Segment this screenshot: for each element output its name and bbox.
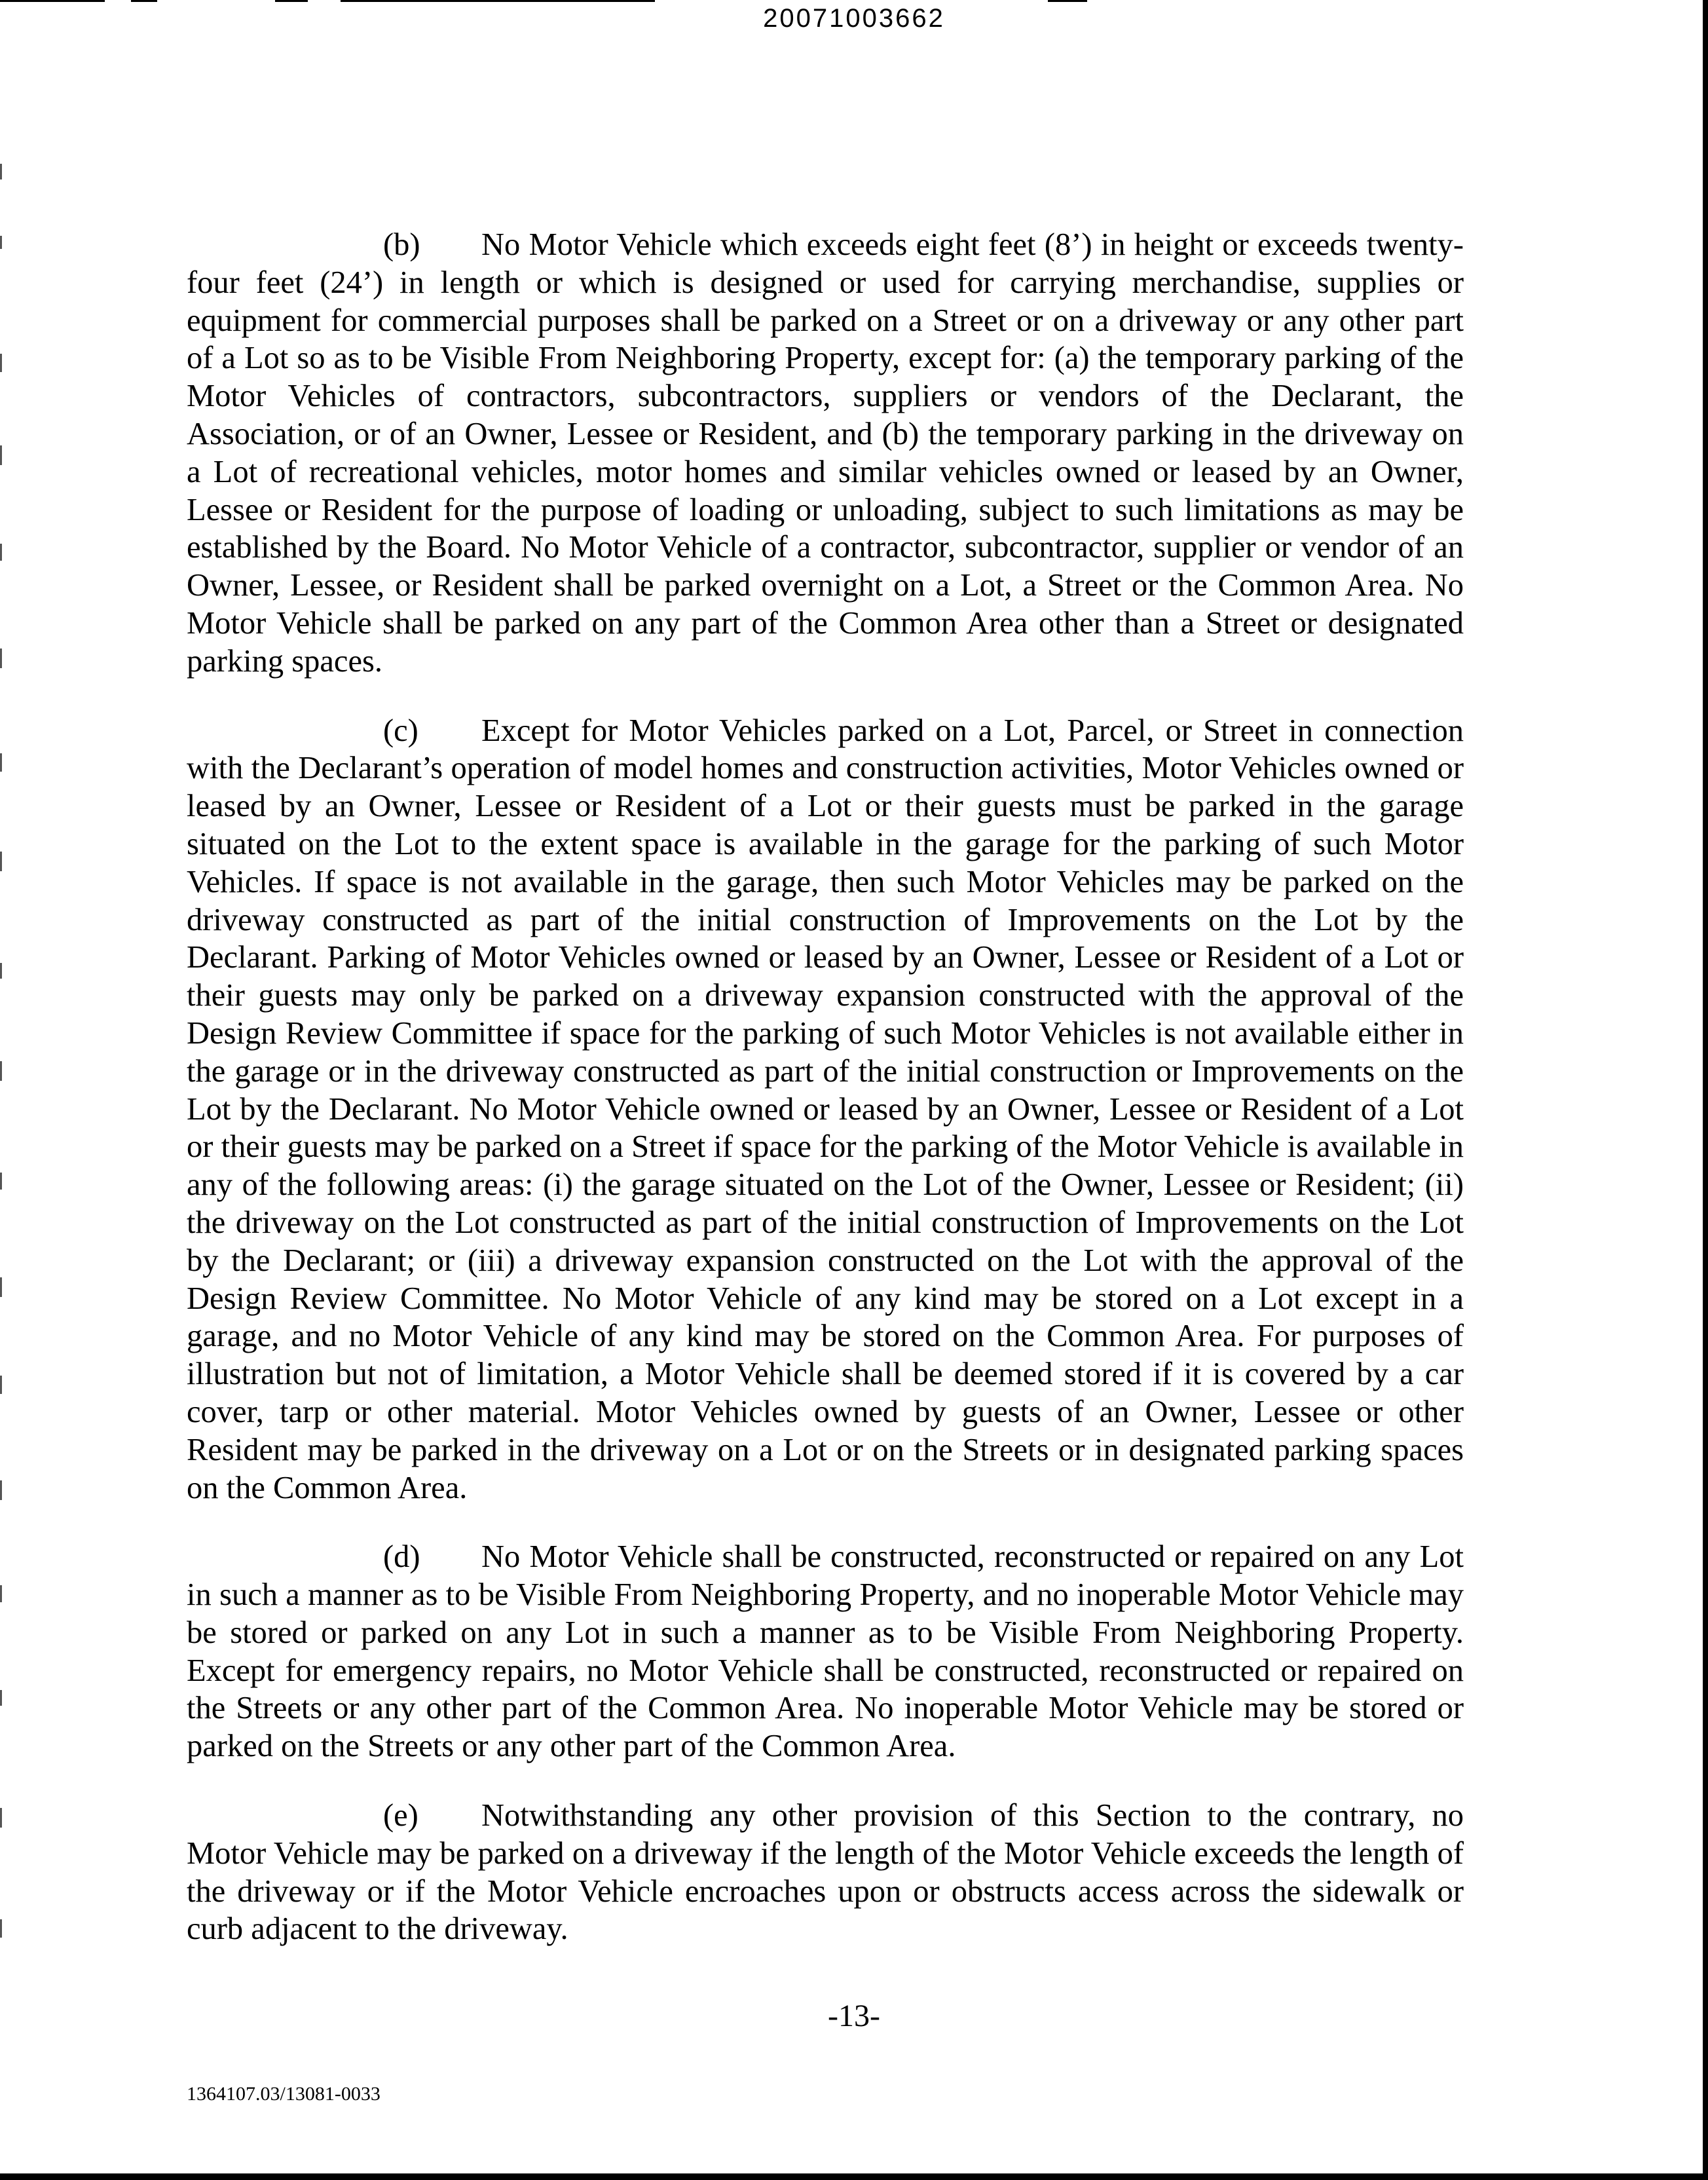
scan-left-tick (0, 1480, 2, 1500)
page-number: -13- (828, 1999, 880, 2033)
scan-left-tick (0, 963, 2, 979)
scan-left-tick (0, 236, 2, 249)
scan-top-rule (131, 0, 157, 2)
paragraph-label: (b) (383, 227, 420, 262)
recording-number: 20071003662 (763, 4, 945, 33)
scan-left-tick (0, 753, 2, 772)
paragraph-text: Notwithstanding any other provision of this Section to the contrary, no Motor Vehicle may be parked on a driveway if the length of the Motor Vehicle exceeds the length of the driveway or if the Motor Vehicle encroaches upon or obstructs access across the sidewalk or curb adjacent to the driveway. (187, 1798, 1464, 1947)
scan-left-tick (0, 1585, 2, 1602)
document-body (187, 226, 1464, 1980)
scan-left-tick (0, 544, 2, 561)
paragraph-text: No Motor Vehicle shall be constructed, reconstructed or repaired on any Lot in such a manner as to be Visible From Neighboring Property, and no inoperable Motor Vehicle may be stored or parked on any Lot in such a manner as to be Visible From Neighboring Property. Except for emergency repairs, no Motor Vehicle shall be constructed, reconstructed or repaired on the Streets or any other part of the Common Area. No inoperable Motor Vehicle may be stored or parked on the Streets or any other part of the Common Area. (187, 1539, 1464, 1764)
paragraph-label: (c) (383, 713, 418, 748)
scan-top-rule (275, 0, 308, 2)
scan-top-rule (341, 0, 655, 2)
scan-left-tick (0, 852, 2, 871)
paragraph-b (187, 226, 1464, 681)
document-footer-id: 1364107.03/13081-0033 (187, 2083, 381, 2105)
scan-top-rule (0, 0, 105, 2)
scan-left-tick (0, 1173, 2, 1190)
scan-left-tick (0, 648, 2, 668)
paragraph-label: (d) (383, 1539, 420, 1575)
scan-bottom-border (0, 2173, 1708, 2180)
scan-left-tick (0, 1808, 2, 1828)
paragraph-text: No Motor Vehicle which exceeds eight feet (8’) in height or exceeds twenty-four feet (24’) in length or which is designed or used for carrying merchandise, supplies or equipment for commercial purposes shall be parked on a Street or on a driveway or any other part of a Lot so as to be Visible From Neighboring Property, except for: (a) the temporary parking of the Motor Vehicles of contractors, subcontractors, suppliers or vendors of the Declarant, the Association, or of an Owner, Lessee or Resident, and (b) the temporary parking in the driveway on a Lot of recreational vehicles, motor homes and similar vehicles owned or leased by an Owner, Lessee or Resident for the purpose of loading or unloading, subject to such limitations as may be established by the Board. No Motor Vehicle of a contractor, subcontractor, supplier or vendor of an Owner, Lessee, or Resident shall be parked overnight on a Lot, a Street or the Common Area. No Motor Vehicle shall be parked on any part of the Common Area other than a Street or designated parking spaces. (187, 227, 1464, 679)
scan-left-tick (0, 354, 2, 372)
paragraph-d (187, 1538, 1464, 1765)
scan-left-tick (0, 1690, 2, 1706)
scan-left-tick (0, 1919, 2, 1938)
paragraph-text: Except for Motor Vehicles parked on a Lot, Parcel, or Street in connection with the Declarant’s operation of model homes and construction activities, Motor Vehicles owned or leased by an Owner, Lessee or Resident of a Lot or their guests must be parked in the garage situated on the Lot to the extent space is available in the garage for the parking of such Motor Vehicles. If space is not available in the garage, then such Motor Vehicles may be parked on the driveway constructed as part of the initial construction of Improvements on the Lot by the Declarant. Parking of Motor Vehicles owned or leased by an Owner, Lessee or Resident of a Lot or their guests may only be parked on a driveway expansion constructed with the approval of the Design Review Committee if space for the parking of such Motor Vehicles is not available either in the garage or in the driveway constructed as part of the initial construction or Improvements on the Lot by the Declarant. No Motor Vehicle owned or leased by an Owner, Lessee or Resident of a Lot or their guests may be parked on a Street if space for the parking of the Motor Vehicle is available in any of the following areas: (i) the garage situated on the Lot of the Owner, Lessee or Resident; (ii) the driveway on the Lot constructed as part of the initial construction of Improvements on the Lot by the Declarant; or (iii) a driveway expansion constructed on the Lot with the approval of the Design Review Committee. No Motor Vehicle of any kind may be stored on a Lot except in a garage, and no Motor Vehicle of any kind may be stored on the Common Area. For purposes of illustration but not of limitation, a Motor Vehicle shall be deemed stored if it is covered by a car cover, tarp or other material. Motor Vehicles owned by guests of an Owner, Lessee or other Resident may be parked in the driveway on a Lot or on the Streets or in designated parking spaces on the Common Area. (187, 713, 1464, 1505)
paragraph-label: (e) (383, 1798, 418, 1833)
paragraph-e (187, 1797, 1464, 1948)
scan-left-tick (0, 445, 2, 465)
scan-left-tick (0, 1277, 2, 1297)
scan-left-tick (0, 1061, 2, 1081)
scan-top-rule (1048, 0, 1087, 2)
scan-left-tick (0, 1376, 2, 1394)
scan-right-border (1703, 0, 1708, 2180)
scan-left-tick (0, 164, 2, 179)
paragraph-c (187, 712, 1464, 1507)
